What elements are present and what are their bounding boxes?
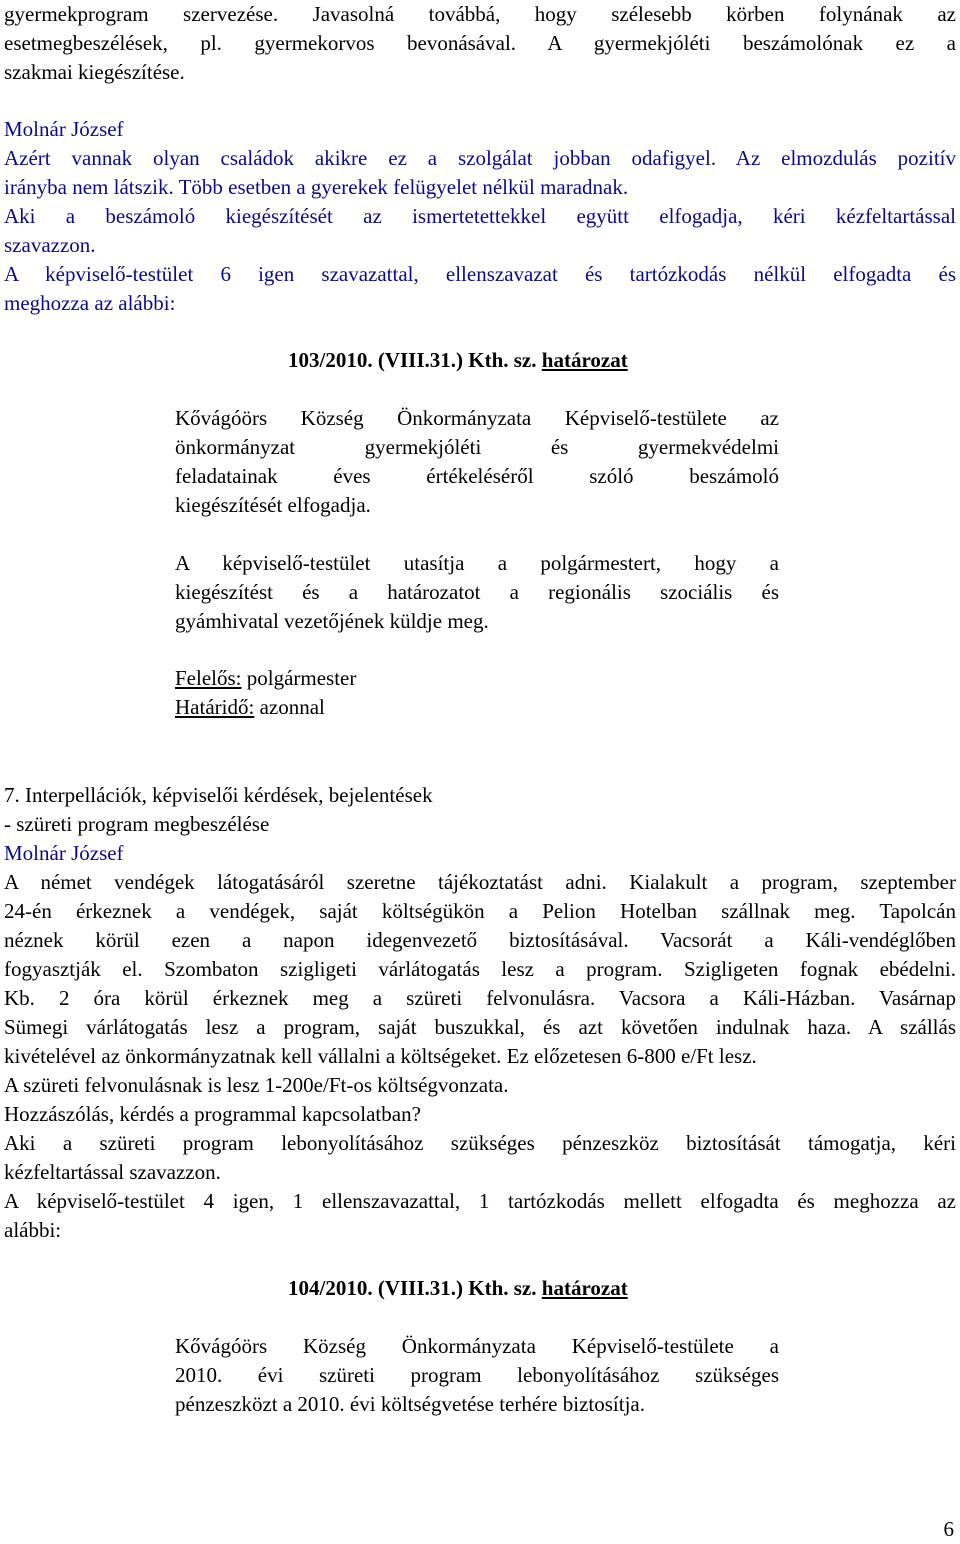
paragraph-line: Azért vannak olyan családok akikre ez a szolgálat jobban odafigyel. Az elmozdulás pozitív — [4, 146, 956, 170]
paragraph-line: A szüreti felvonulásnak is lesz 1-200e/Ft-os költségvonzata. — [4, 1073, 509, 1097]
responsible-value: polgármester — [246, 666, 357, 690]
paragraph-line: Sümegi várlátogatás lesz a program, saját buszukkal, és azt követően indulnak haza. A szállás — [4, 1015, 956, 1039]
deadline-value: azonnal — [259, 695, 325, 719]
vote-line: A képviselő-testület 6 igen szavazattal, ellenszavazat és tartózkodás nélkül elfogadta és — [4, 262, 956, 286]
vote-line: alábbi: — [4, 1218, 62, 1242]
section-title: 7. Interpellációk, képviselői kérdések, bejelentések — [4, 783, 433, 807]
resolution-text-line: Kővágóörs Község Önkormányzata Képviselő-testülete a — [175, 1334, 779, 1358]
vote-line: A képviselő-testület 4 igen, 1 ellenszavazattal, 1 tartózkodás mellett elfogadta és meghozza az — [4, 1189, 956, 1213]
resolution-heading — [288, 346, 628, 375]
paragraph-line: Aki a beszámoló kiegészítését az ismertetettekkel együtt elfogadja, kéri kézfeltartással — [4, 204, 956, 228]
paragraph-line: Aki a szüreti program lebonyolításához szükséges pénzeszköz biztosítását támogatja, kéri — [4, 1131, 956, 1155]
resolution-text-line: Kővágóörs Község Önkormányzata Képviselő-testülete az — [175, 406, 779, 430]
paragraph-line: Hozzászólás, kérdés a programmal kapcsolatban? — [4, 1102, 421, 1126]
paragraph-line: irányba nem látszik. Több esetben a gyerekek felügyelet nélkül maradnak. — [4, 175, 629, 199]
resolution-text-line: A képviselő-testület utasítja a polgármestert, hogy a — [175, 551, 779, 575]
resolution-label: határozat — [541, 348, 628, 372]
paragraph-line: gyermekprogram szervezése. Javasolná továbbá, hogy szélesebb körben folynának az — [4, 2, 956, 26]
resolution-text-line: kiegészítését elfogadja. — [175, 493, 371, 517]
speaker-name: Molnár József — [4, 117, 124, 141]
page-number: 6 — [943, 1517, 954, 1541]
section-subtitle: - szüreti program megbeszélése — [4, 812, 270, 836]
deadline-line — [175, 693, 779, 722]
vote-line: meghozza az alábbi: — [4, 291, 176, 315]
resolution-text-line: kiegészítést és a határozatot a regionális szociális és — [175, 580, 779, 604]
paragraph-line: néznek körül ezen a napon idegenvezető biztosításával. Vacsorát a Káli-vendéglőben — [4, 928, 956, 952]
paragraph-line: Kb. 2 óra körül érkeznek meg a szüreti felvonulásra. Vacsora a Káli-Házban. Vasárnap — [4, 986, 956, 1010]
resolution-text-line: 2010. évi szüreti program lebonyolításához szükséges — [175, 1363, 779, 1387]
paragraph-line: kézfeltartással szavazzon. — [4, 1160, 221, 1184]
responsible-line — [175, 664, 779, 693]
deadline-label: Határidő: — [175, 695, 255, 719]
resolution-heading — [288, 1274, 628, 1303]
resolution-text-line: feladatainak éves értékeléséről szóló beszámoló — [175, 464, 779, 488]
responsible-label: Felelős: — [175, 666, 242, 690]
resolution-number: 103/2010. (VIII.31.) Kth. sz. — [288, 348, 537, 372]
paragraph-line: szavazzon. — [4, 233, 96, 257]
paragraph-line: 24-én érkeznek a vendégek, saját költségükön a Pelion Hotelban szállnak meg. Tapolcán — [4, 899, 956, 923]
resolution-text-line: gyámhivatal vezetőjének küldje meg. — [175, 609, 489, 633]
speaker-name: Molnár József — [4, 841, 124, 865]
paragraph-line: kivételével az önkormányzatnak kell vállalni a költségeket. Ez előzetesen 6-800 e/Ft lesz. — [4, 1044, 757, 1068]
paragraph-line: fogyasztják el. Szombaton szigligeti várlátogatás lesz a program. Szigligeten fognak ebédelni. — [4, 957, 956, 981]
resolution-label: határozat — [541, 1276, 628, 1300]
resolution-number: 104/2010. (VIII.31.) Kth. sz. — [288, 1276, 537, 1300]
paragraph-line: szakmai kiegészítése. — [4, 60, 185, 84]
resolution-text-line: önkormányzat gyermekjóléti és gyermekvédelmi — [175, 435, 779, 459]
paragraph-line: esetmegbeszélések, pl. gyermekorvos bevonásával. A gyermekjóléti beszámolónak ez a — [4, 31, 956, 55]
paragraph-line: A német vendégek látogatásáról szeretne tájékoztatást adni. Kialakult a program, szeptember — [4, 870, 956, 894]
resolution-text-line: pénzeszközt a 2010. évi költségvetése terhére biztosítja. — [175, 1392, 645, 1416]
